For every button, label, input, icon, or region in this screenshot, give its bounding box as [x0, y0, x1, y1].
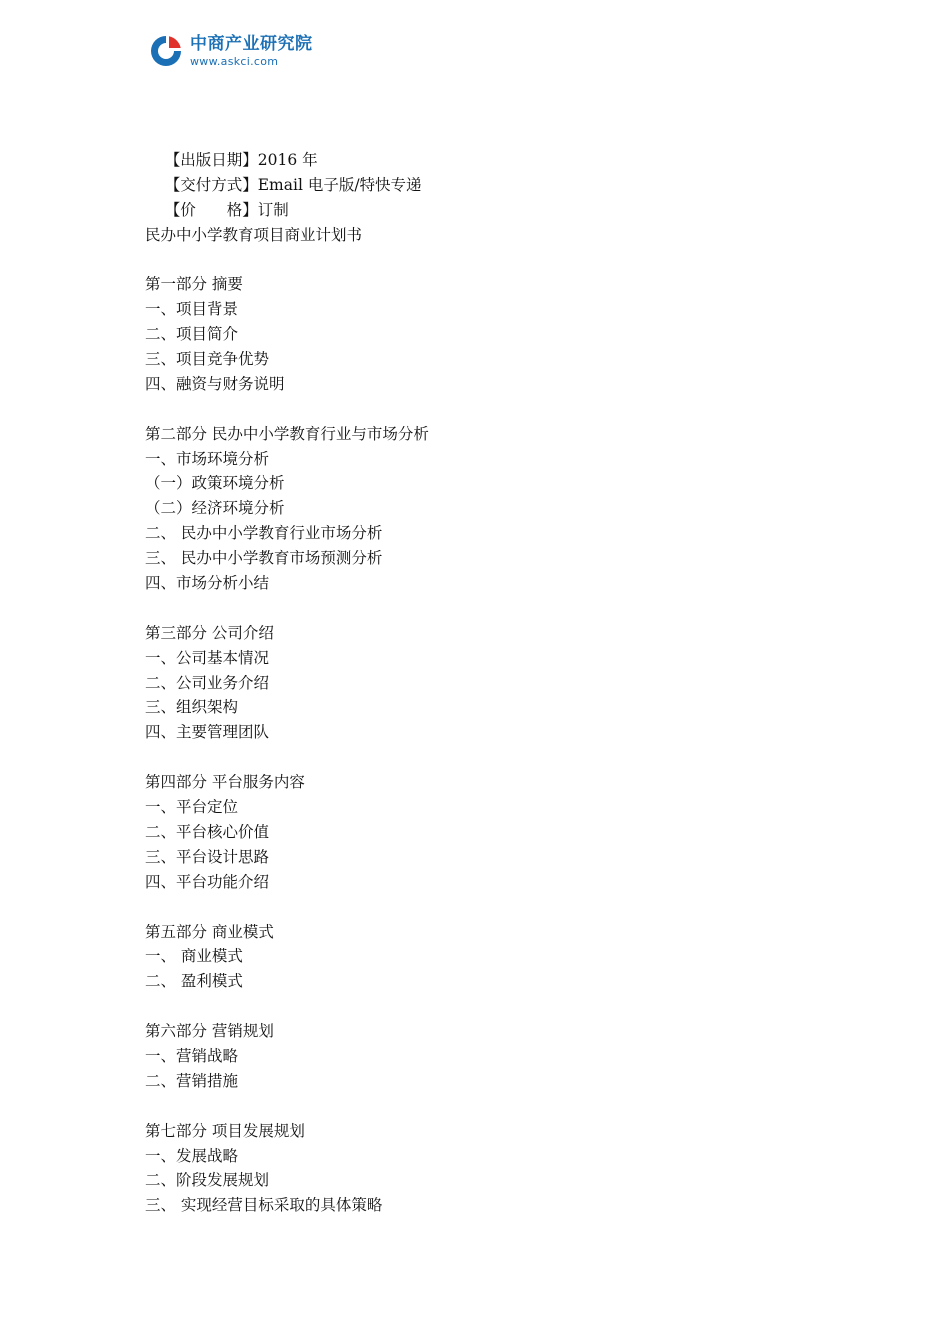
toc-item: 二、阶段发展规划 [145, 1171, 270, 1190]
document-title: 民办中小学教育项目商业计划书 [145, 225, 363, 244]
toc-item: 一、市场环境分析 [145, 449, 270, 468]
meta-value: 2016 年 [257, 150, 318, 169]
toc-item: 一、项目背景 [145, 300, 239, 319]
toc-item: 二、平台核心价值 [145, 822, 270, 841]
meta-label: 【交付方式】 [164, 175, 258, 194]
spacer [145, 1094, 845, 1119]
table-of-contents [145, 247, 845, 1218]
spacer [145, 745, 845, 770]
toc-item: 二、 民办中小学教育行业市场分析 [145, 524, 383, 543]
toc-item: 四、融资与财务说明 [145, 374, 285, 393]
spacer [145, 596, 845, 621]
logo-url: www.askci.com [190, 54, 279, 68]
toc-item: 一、公司基本情况 [145, 648, 270, 667]
spacer [145, 397, 845, 422]
section-heading: 第四部分 平台服务内容 [145, 773, 305, 792]
toc-item: 二、项目简介 [145, 325, 239, 344]
spacer [145, 895, 845, 920]
section-heading: 第五部分 商业模式 [145, 922, 274, 941]
meta-label: 【出版日期】 [164, 150, 258, 169]
toc-item: 四、市场分析小结 [145, 574, 270, 593]
toc-item: 三、 民办中小学教育市场预测分析 [145, 549, 383, 568]
toc-item: 一、营销战略 [145, 1046, 239, 1065]
section-heading: 第一部分 摘要 [145, 275, 243, 294]
meta-label: 【价 格】 [164, 200, 258, 219]
spacer [145, 247, 845, 272]
toc-item: 三、项目竞争优势 [145, 350, 270, 369]
toc-item: 二、公司业务介绍 [145, 673, 270, 692]
toc-item: 三、平台设计思路 [145, 847, 270, 866]
section-heading: 第三部分 公司介绍 [145, 623, 274, 642]
meta-value: Email 电子版/特快专递 [257, 175, 422, 194]
section-heading: 第六部分 营销规划 [145, 1022, 274, 1041]
toc-item: 二、营销措施 [145, 1071, 239, 1090]
toc-item: 二、 盈利模式 [145, 972, 243, 991]
logo-name: 中商产业研究院 [190, 33, 313, 54]
toc-item: 三、组织架构 [145, 698, 239, 717]
toc-item: （一）政策环境分析 [145, 474, 285, 493]
section-heading: 第七部分 项目发展规划 [145, 1121, 305, 1140]
toc-item: 一、发展战略 [145, 1146, 239, 1165]
company-logo [148, 33, 313, 69]
toc-item: 一、 商业模式 [145, 947, 243, 966]
toc-item: （二）经济环境分析 [145, 499, 285, 518]
askci-logo-icon [148, 33, 184, 69]
toc-item: 一、平台定位 [145, 798, 239, 817]
section-heading: 第二部分 民办中小学教育行业与市场分析 [145, 424, 429, 443]
spacer [145, 994, 845, 1019]
document-body [145, 123, 845, 1218]
toc-item: 四、主要管理团队 [145, 723, 270, 742]
toc-item: 四、平台功能介绍 [145, 872, 270, 891]
toc-item: 三、 实现经营目标采取的具体策略 [145, 1196, 383, 1215]
meta-publish-date [145, 123, 845, 169]
meta-value: 订制 [257, 200, 289, 219]
